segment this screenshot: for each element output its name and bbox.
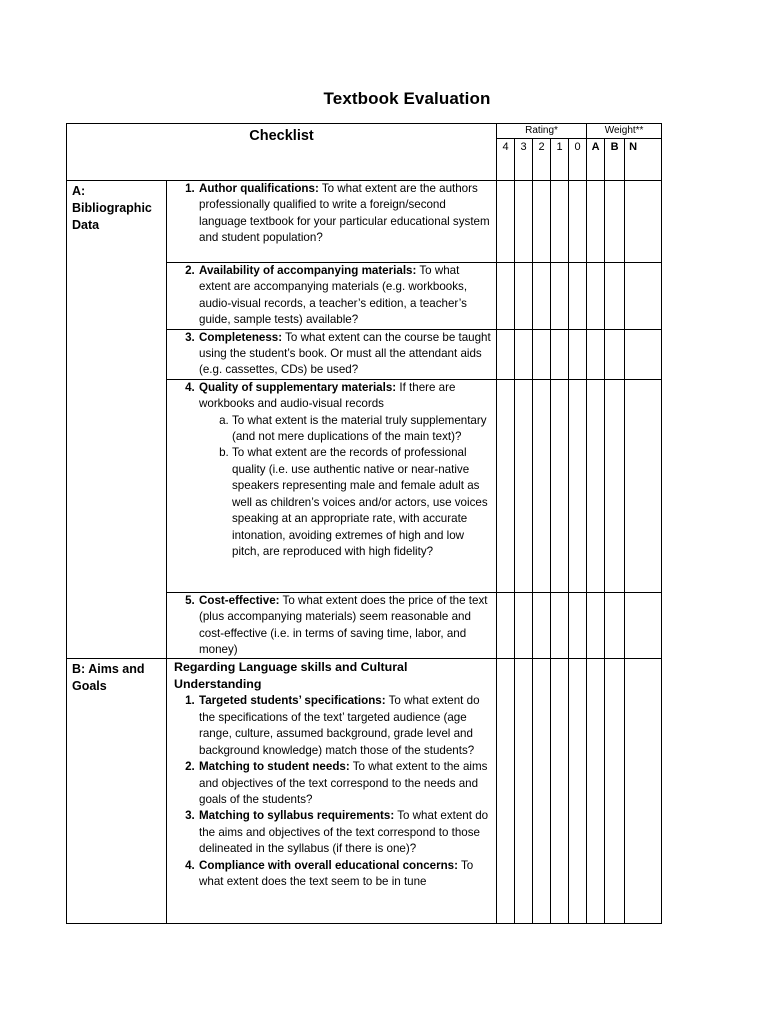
weight-cell[interactable] [587, 329, 605, 379]
rating-cell[interactable] [515, 659, 533, 924]
weight-cell[interactable] [605, 181, 625, 263]
table-row [67, 659, 662, 924]
rating-cell[interactable] [551, 592, 569, 659]
rating-3: 3 [515, 139, 533, 181]
checklist-item: 1. Targeted students’ specifications: To what extent do the specifications of the text’ targeted audience (age range, culture, assumed background, grade level and background knowledge) match those of the students? [198, 693, 492, 759]
weight-cell[interactable] [625, 263, 662, 330]
rating-cell[interactable] [497, 659, 515, 924]
rating-cell[interactable] [569, 592, 587, 659]
weight-cell[interactable] [625, 329, 662, 379]
rating-cell[interactable] [515, 329, 533, 379]
section-a-label: A: Bibliographic Data [67, 181, 167, 659]
weight-cell[interactable] [587, 181, 605, 263]
rating-cell[interactable] [569, 181, 587, 263]
rating-cell[interactable] [533, 379, 551, 592]
rating-cell[interactable] [533, 592, 551, 659]
rating-cell[interactable] [551, 263, 569, 330]
rating-cell[interactable] [497, 329, 515, 379]
sub-item: b. To what extent are the records of professional quality (i.e. use authentic native or near-native speakers representing male and female adult as well as children’s voices and/or actors, use voices speaking at an appropriate rate, with accurate intonation, avoiding extremes of high and low pitch, are reproduced with high fidelity? [232, 445, 492, 560]
weight-cell[interactable] [605, 379, 625, 592]
rating-cell[interactable] [497, 379, 515, 592]
rating-cell[interactable] [533, 659, 551, 924]
rating-cell[interactable] [497, 592, 515, 659]
checklist-item: 5. Cost-effective: To what extent does the price of the text (plus accompanying materials) seem reasonable and cost-effective (i.e. in terms of saving time, labor, and money) [198, 593, 492, 659]
checklist-item: 2. Availability of accompanying materials: To what extent are accompanying materials (e.g. workbooks, audio-visual records, a teacher’s edition, a teacher’s guide, sample tests) available? [198, 263, 492, 329]
rating-cell[interactable] [551, 329, 569, 379]
evaluation-table [66, 123, 662, 924]
rating-cell[interactable] [569, 329, 587, 379]
rating-cell[interactable] [551, 659, 569, 924]
weight-header: Weight** [587, 124, 662, 139]
section-b-intro: Regarding Language skills and Cultural Understanding [174, 660, 408, 692]
weight-cell[interactable] [625, 181, 662, 263]
rating-cell[interactable] [515, 379, 533, 592]
rating-cell[interactable] [515, 181, 533, 263]
section-b-label: B: Aims and Goals [67, 659, 167, 924]
weight-cell[interactable] [605, 659, 625, 924]
weight-cell[interactable] [587, 659, 605, 924]
rating-0: 0 [569, 139, 587, 181]
rating-header: Rating* [497, 124, 587, 139]
rating-cell[interactable] [497, 263, 515, 330]
rating-cell[interactable] [569, 263, 587, 330]
checklist-item: 4. Compliance with overall educational concerns: To what extent does the text seem to be in tune [198, 858, 492, 891]
checklist-item: 1. Author qualifications: To what extent are the authors professionally qualified to write a foreign/second language textbook for your particular educational system and student population? [198, 181, 492, 247]
rating-cell[interactable] [533, 329, 551, 379]
checklist-header: Checklist [67, 124, 497, 181]
weight-cell[interactable] [625, 592, 662, 659]
weight-cell[interactable] [625, 379, 662, 592]
rating-cell[interactable] [533, 263, 551, 330]
rating-cell[interactable] [533, 181, 551, 263]
rating-1: 1 [551, 139, 569, 181]
checklist-item: 3. Matching to syllabus requirements: To what extent do the aims and objectives of the text correspond to those delineated in the syllabus (if there is one)? [198, 808, 492, 857]
rating-4: 4 [497, 139, 515, 181]
weight-cell[interactable] [605, 263, 625, 330]
document-title: Textbook Evaluation [323, 89, 491, 108]
rating-cell[interactable] [551, 181, 569, 263]
checklist-item: 4. Quality of supplementary materials: If there are workbooks and audio-visual records a. To what extent is the material truly supplementary (and not mere duplications of the main text)? b. To what extent are the records of professional quality (i.e. use authentic native or near-native speakers representing male and female adult as well as children’s voices and/or actors, use voices speaking at an appropriate rate, with accurate intonation, avoiding extremes of high and low pitch, are reproduced with high fidelity? [198, 380, 492, 560]
rating-cell[interactable] [497, 181, 515, 263]
rating-2: 2 [533, 139, 551, 181]
table-row [67, 181, 662, 263]
checklist-item: 3. Completeness: To what extent can the course be taught using the student’s book. Or must all the attendant aids (e.g. cassettes, CDs) be used? [198, 330, 492, 379]
rating-cell[interactable] [569, 659, 587, 924]
rating-cell[interactable] [515, 263, 533, 330]
rating-cell[interactable] [551, 379, 569, 592]
weight-cell[interactable] [587, 592, 605, 659]
rating-cell[interactable] [569, 379, 587, 592]
header-row-1 [67, 124, 662, 139]
weight-cell[interactable] [587, 263, 605, 330]
weight-b: B [605, 139, 625, 181]
weight-cell[interactable] [605, 592, 625, 659]
weight-n: N [625, 139, 662, 181]
weight-cell[interactable] [587, 379, 605, 592]
weight-a: A [587, 139, 605, 181]
weight-cell[interactable] [625, 659, 662, 924]
rating-cell[interactable] [515, 592, 533, 659]
checklist-item: 2. Matching to student needs: To what extent to the aims and objectives of the text correspond to the needs and goals of the students? [198, 759, 492, 808]
weight-cell[interactable] [605, 329, 625, 379]
sub-item: a. To what extent is the material truly supplementary (and not mere duplications of the main text)? [232, 413, 492, 446]
